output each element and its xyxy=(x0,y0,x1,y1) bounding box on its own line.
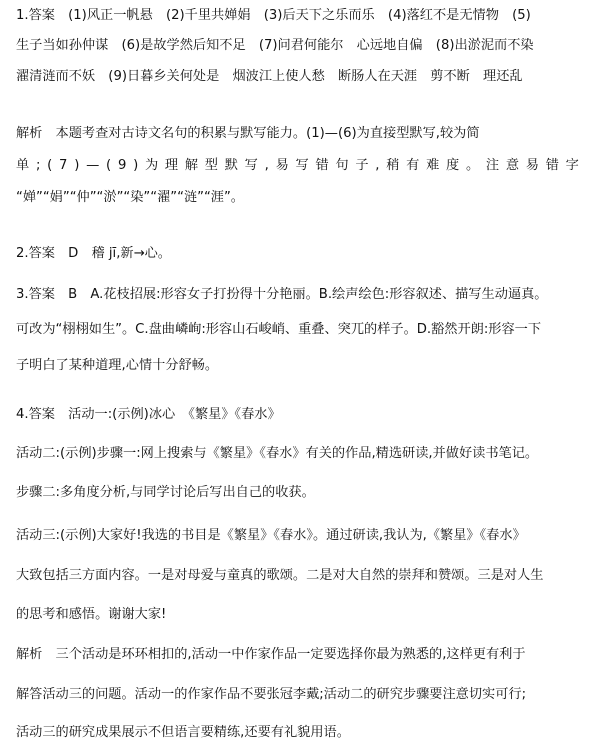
q1-analysis-line-1: 解析 本题考查对古诗文名句的积累与默写能力。(1)—(6)为直接型默写,较为简 xyxy=(16,126,480,141)
q3-answer-line-3: 子明白了某种道理,心情十分舒畅。 xyxy=(16,358,219,373)
justified-char: 子 xyxy=(355,158,369,173)
q1-analysis-line-2 xyxy=(16,156,579,176)
justified-char: 易 xyxy=(275,158,289,173)
justified-char: ) xyxy=(133,158,139,173)
q3-answer-line-2: 可改为“栩栩如生”。C.盘曲嶙峋:形容山石峻峭、重叠、突兀的样子。D.豁然开朗:形容一下 xyxy=(16,322,542,337)
justified-char: 型 xyxy=(204,158,218,173)
justified-char: 理 xyxy=(164,158,179,173)
justified-char: 意 xyxy=(505,158,520,173)
justified-char: — xyxy=(86,158,100,173)
q4-analysis-line-3: 活动三的研究成果展示不但语言要精练,还要有礼貌用语。 xyxy=(16,725,350,740)
q3-answer-line-1: 3.答案 B A.花枝招展:形容女子打扮得十分艳丽。B.绘声绘色:形容叙述、描写生动逼真。 xyxy=(16,287,548,302)
q4-analysis-line-2: 解答活动三的问题。活动一的作家作品不要张冠李戴;活动二的研究步骤要注意切实可行; xyxy=(16,687,527,702)
justified-char: 有 xyxy=(406,158,420,173)
q4-answer-line-5: 大致包括三方面内容。一是对母爱与童真的歌颂。二是对大自然的崇拜和赞颂。三是对人生 xyxy=(16,568,544,583)
justified-char: 写 xyxy=(295,158,309,173)
justified-char: 为 xyxy=(144,158,159,173)
justified-char: 。 xyxy=(465,158,480,173)
q4-answer-line-4: 活动三:(示例)大家好!我选的书目是《繁星》《春水》。通过研读,我认为,《繁星》《春水》 xyxy=(16,528,526,543)
justified-char: ( xyxy=(47,158,53,173)
q4-analysis-line-1: 解析 三个活动是环环相扣的,活动一中作家作品一定要选择你最为熟悉的,这样更有利于 xyxy=(16,647,526,662)
justified-char: 稍 xyxy=(386,158,400,173)
justified-char: 单 xyxy=(16,158,30,173)
justified-char: ) xyxy=(74,158,80,173)
q2-answer-line: 2.答案 D 稽 jī,新→心。 xyxy=(16,246,171,261)
q1-answer-line-1: 1.答案 (1)风正一帆悬 (2)千里共婵娟 (3)后天下之乐而乐 (4)落红不是无情物 (5) xyxy=(16,8,531,23)
justified-char: 易 xyxy=(525,158,539,173)
justified-char: 7 xyxy=(59,158,68,173)
justified-char: ( xyxy=(106,158,112,173)
q1-answer-line-3: 濯清涟而不妖 (9)日暮乡关何处是 烟波江上使人愁 断肠人在天涯 剪不断 理还乱 xyxy=(16,69,523,84)
q4-answer-line-3: 步骤二:多角度分析,与同学讨论后写出自己的收获。 xyxy=(16,485,315,500)
justified-char: , xyxy=(375,158,380,173)
justified-char: 句 xyxy=(335,158,349,173)
justified-char: , xyxy=(264,158,269,173)
justified-char: 字 xyxy=(565,158,579,173)
justified-char: 错 xyxy=(315,158,329,173)
justified-char: 解 xyxy=(184,158,199,173)
justified-char: 错 xyxy=(545,158,559,173)
justified-char: 默 xyxy=(224,158,238,173)
justified-char: 注 xyxy=(485,158,500,173)
justified-char: 难 xyxy=(426,158,440,173)
q4-answer-line-6: 的思考和感悟。谢谢大家! xyxy=(16,607,167,622)
q4-answer-line-1: 4.答案 活动一:(示例)冰心 《繁星》《春水》 xyxy=(16,407,281,422)
justified-char: ; xyxy=(35,158,41,173)
justified-char: 9 xyxy=(117,158,127,173)
justified-char: 写 xyxy=(244,158,258,173)
q1-analysis-line-3: “婵”“娟”“仲”“淤”“染”“濯”“涟”“涯”。 xyxy=(16,190,244,205)
q4-answer-line-2: 活动二:(示例)步骤一:网上搜索与《繁星》《春水》有关的作品,精选研读,并做好读书笔记。 xyxy=(16,446,539,461)
justified-char: 度 xyxy=(446,158,460,173)
q1-answer-line-2: 生子当如孙仲谋 (6)是故学然后知不足 (7)问君何能尔 心远地自偏 (8)出淤泥而不染 xyxy=(16,38,534,53)
